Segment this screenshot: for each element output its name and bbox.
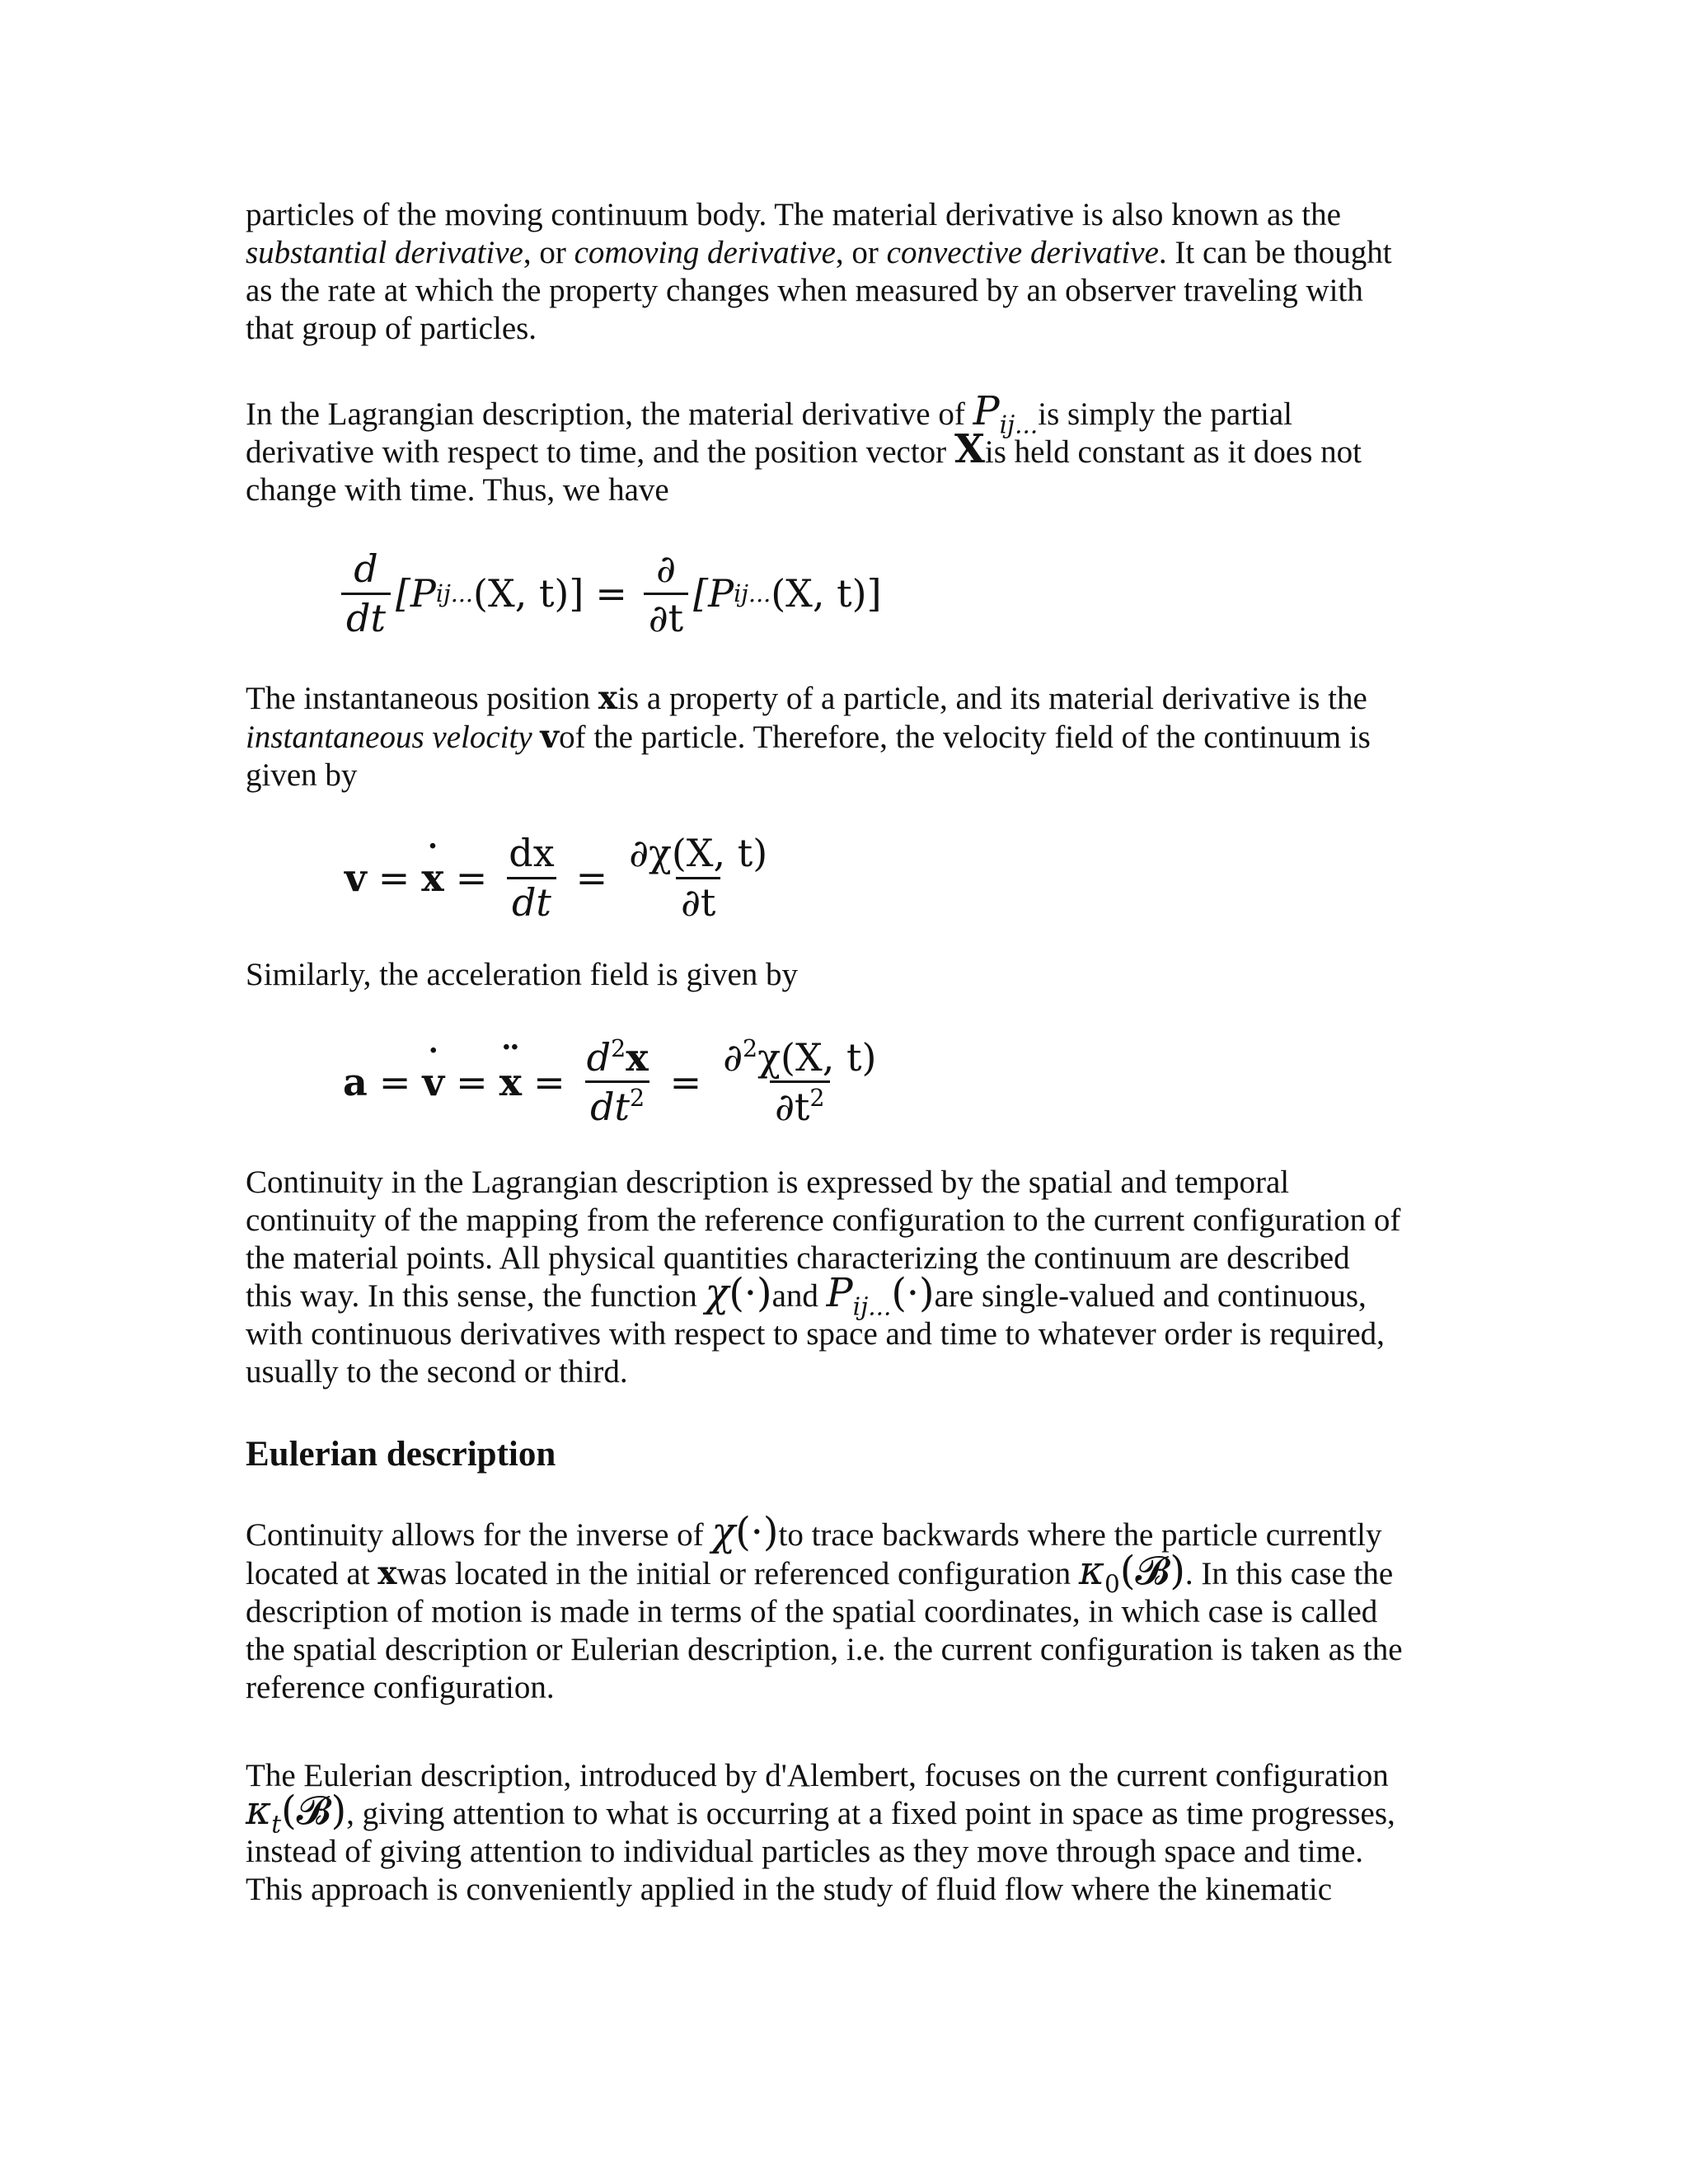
inline-math-v: v xyxy=(540,718,560,756)
equation-acceleration-field: a = v ˙ = x ¨ = $\frac{d^2x}{dt^2}$ = $\frac{\partial^2\chi(X, t)}{\partial t^2}$ xyxy=(343,1026,886,1137)
text-span: , or xyxy=(835,235,887,270)
text-span: The instantaneous position xyxy=(246,681,598,716)
equation-velocity-field: v = x ˙ = $\frac{dx}{dt}$ = $\frac{\partial\chi(X, t)}{\partial t}$ xyxy=(345,824,777,931)
section-heading-eulerian: Eulerian description xyxy=(246,1435,556,1474)
paragraph-acceleration xyxy=(246,956,1449,994)
inline-math-p: $P_{ij...}$ xyxy=(973,389,1039,439)
text-span: is held constant as it does not xyxy=(984,434,1362,470)
text-line: the spatial description or Eulerian description, i.e. the current configuration is taken as the xyxy=(246,1632,1403,1667)
text-span: of the particle. Therefore, the velocity field of the continuum is xyxy=(559,719,1371,755)
text-span: located at xyxy=(246,1556,378,1591)
fraction-d2x-dt2: $\frac{d^2x}{dt^2}$ xyxy=(586,1034,649,1130)
text-span: Continuity allows for the inverse of xyxy=(246,1517,712,1553)
paragraph-continuity-inverse xyxy=(246,1510,1449,1707)
inline-math-x: x xyxy=(377,1554,397,1592)
text-line: as the rate at which the property changes when measured by an observer traveling with xyxy=(246,273,1363,308)
text-span: this way. In this sense, the function xyxy=(246,1278,706,1314)
inline-math-x: x xyxy=(598,679,618,717)
text-span: , giving attention to what is occurring at a fixed point in space as time progresses, xyxy=(346,1796,1395,1831)
inline-math-chi: χ(·) xyxy=(711,1510,779,1555)
italic-term: convective derivative xyxy=(886,235,1159,270)
text-line: particles of the moving continuum body. The material derivative is also known as the xyxy=(246,197,1341,232)
text-line: Similarly, the acceleration field is given by xyxy=(246,957,799,992)
italic-term: instantaneous velocity xyxy=(246,719,532,755)
italic-term: substantial derivative xyxy=(246,235,523,270)
equation-lagrangian-derivative: $\frac{d}{dt}$ [P ij... (X, t)] = $\frac{\partial}{\partial t}$ [P ij... (X, t)] xyxy=(336,544,882,643)
paragraph-material-derivative xyxy=(246,196,1449,348)
text-line: This approach is conveniently applied in the study of fluid flow where the kinematic xyxy=(246,1872,1333,1907)
inline-math-chi: χ(·) xyxy=(705,1271,772,1316)
text-line: reference configuration. xyxy=(246,1670,555,1705)
paragraph-eulerian-description xyxy=(246,1757,1449,1909)
inline-math-kappa0: $\kappa_0(𝓑)$ xyxy=(1078,1549,1185,1599)
text-span: In the Lagrangian description, the material derivative of xyxy=(246,396,973,432)
fraction-d-dt: $\frac{d}{dt}$ xyxy=(341,549,391,638)
text-line: Continuity in the Lagrangian description is expressed by the spatial and temporal xyxy=(246,1165,1290,1200)
text-span: to trace backwards where the particle currently xyxy=(778,1517,1382,1553)
fraction-partial-dt: $\frac{\partial}{\partial t}$ xyxy=(644,549,688,638)
text-line: The Eulerian description, introduced by d'Alembert, focuses on the current configuration xyxy=(246,1758,1389,1793)
paragraph-instantaneous-position xyxy=(246,679,1449,794)
text-span: . It can be thought xyxy=(1158,235,1392,270)
paragraph-continuity-lagrangian xyxy=(246,1164,1449,1391)
text-span: was located in the initial or referenced configuration xyxy=(396,1556,1079,1591)
text-line: instead of giving attention to individual particles as they move through space and time. xyxy=(246,1834,1364,1869)
text-line: the material points. All physical quantities characterizing the continuum are described xyxy=(246,1240,1350,1276)
text-span: derivative with respect to time, and the position vector xyxy=(246,434,954,470)
fraction-dx-dt: $\frac{dx}{dt}$ xyxy=(504,833,559,922)
text-line: description of motion is made in terms of the spatial coordinates, in which case is called xyxy=(246,1594,1378,1629)
text-line: change with time. Thus, we have xyxy=(246,472,669,508)
fraction-partial2-chi-dt2: $\frac{\partial^2\chi(X, t)}{\partial t^2}$ xyxy=(723,1034,877,1130)
text-line: continuity of the mapping from the reference configuration to the current configuration of xyxy=(246,1202,1401,1238)
text-line: that group of particles. xyxy=(246,311,537,346)
text-line: usually to the second or third. xyxy=(246,1354,628,1390)
inline-math-x-vector: X xyxy=(954,426,985,472)
text-span: is a property of a particle, and its material derivative is the xyxy=(617,681,1367,716)
inline-math-p-func: $P_{ij...}(\cdot)$ xyxy=(826,1271,935,1321)
text-span: and xyxy=(771,1278,827,1314)
text-line: with continuous derivatives with respect to space and time to whatever order is required, xyxy=(246,1316,1385,1352)
text-line: given by xyxy=(246,757,358,793)
fraction-partial-chi-dt: $\frac{\partial\chi(X, t)}{\partial t}$ xyxy=(629,831,768,925)
text-span: . In this case the xyxy=(1184,1556,1394,1591)
text-span: , or xyxy=(523,235,574,270)
paragraph-lagrangian xyxy=(246,389,1449,509)
text-span: are single-valued and continuous, xyxy=(934,1278,1367,1314)
text-span: is simply the partial xyxy=(1038,396,1293,432)
inline-math-kappat: $\kappa_t(𝓑)$ xyxy=(246,1788,347,1839)
italic-term: comoving derivative xyxy=(574,235,836,270)
